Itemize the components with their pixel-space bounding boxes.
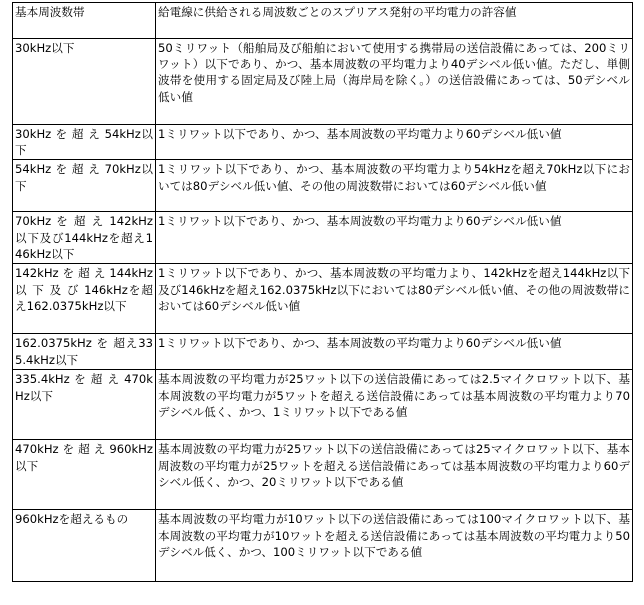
value-cell: 1ミリワット以下であり、かつ、基本周波数の平均電力より60デシベル低い値 [156,334,633,370]
header-row [13,3,633,39]
band-cell: 470kHz を 超 え 960kHz以下 [13,440,156,510]
value-cell: 1ミリワット以下であり、かつ、基本周波数の平均電力より、142kHzを超え144kHz以下及び146kHzを超え162.0375kHz以下においては80デシベル低い値、その他の周波数帯においては60デシベル低い値 [156,264,633,334]
table-header [13,3,633,39]
table-row [13,440,633,510]
value-cell: 1ミリワット以下であり、かつ、基本周波数の平均電力より60デシベル低い値 [156,125,633,160]
band-cell: 335.4kHz を 超 え 470kHz以下 [13,370,156,440]
table-row [13,334,633,370]
table-row [13,510,633,582]
spurious-emission-table [12,2,633,582]
band-cell: 54kHz を 超 え 70kHz以下 [13,160,156,212]
band-cell: 960kHzを超えるもの [13,510,156,582]
band-cell: 142kHz を 超 え 144kHz 以 下 及 び 146kHzを超え162.0375kHz以下 [13,264,156,334]
band-cell: 70kHz を 超 え 142kHz以下及び144kHzを超え146kHz以下 [13,212,156,264]
table-row [13,370,633,440]
value-cell: 基本周波数の平均電力が10ワット以下の送信設備にあっては100マイクロワット以下、基本周波数の平均電力が10ワットを超える送信設備にあっては基本周波数の平均電力より50デシベル低く、かつ、100ミリワット以下である値 [156,510,633,582]
table-row [13,160,633,212]
band-cell: 30kHz以下 [13,39,156,125]
table-row [13,212,633,264]
band-cell: 162.0375kHz を 超え335.4kHz以下 [13,334,156,370]
header-band: 基本周波数帯 [13,3,156,39]
value-cell: 1ミリワット以下であり、かつ、基本周波数の平均電力より54kHzを超え70kHz以下においては80デシベル低い値、その他の周波数帯においては60デシベル低い値 [156,160,633,212]
table-row [13,39,633,125]
table-body [13,39,633,582]
header-value: 給電線に供給される周波数ごとのスプリアス発射の平均電力の許容値 [156,3,633,39]
value-cell: 基本周波数の平均電力が25ワット以下の送信設備にあっては25マイクロワット以下、基本周波数の平均電力が25ワットを超える送信設備にあっては基本周波数の平均電力より60デシベル低く、かつ、20ミリワット以下である値 [156,440,633,510]
table-row [13,264,633,334]
value-cell: 1ミリワット以下であり、かつ、基本周波数の平均電力より60デシベル低い値 [156,212,633,264]
table-row [13,125,633,160]
value-cell: 基本周波数の平均電力が25ワット以下の送信設備にあっては2.5マイクロワット以下、基本周波数の平均電力が5ワットを超える送信設備にあっては基本周波数の平均電力より70デシベル低く、かつ、1ミリワット以下である値 [156,370,633,440]
band-cell: 30kHz を 超 え 54kHz以下 [13,125,156,160]
value-cell: 50ミリワット（船舶局及び船舶において使用する携帯局の送信設備にあっては、200ミリワット）以下であり、かつ、基本周波数の平均電力より40デシベル低い値。ただし、単側波帯を使用する固定局及び陸上局（海岸局を除く。）の送信設備にあっては、50デシベル低い値 [156,39,633,125]
